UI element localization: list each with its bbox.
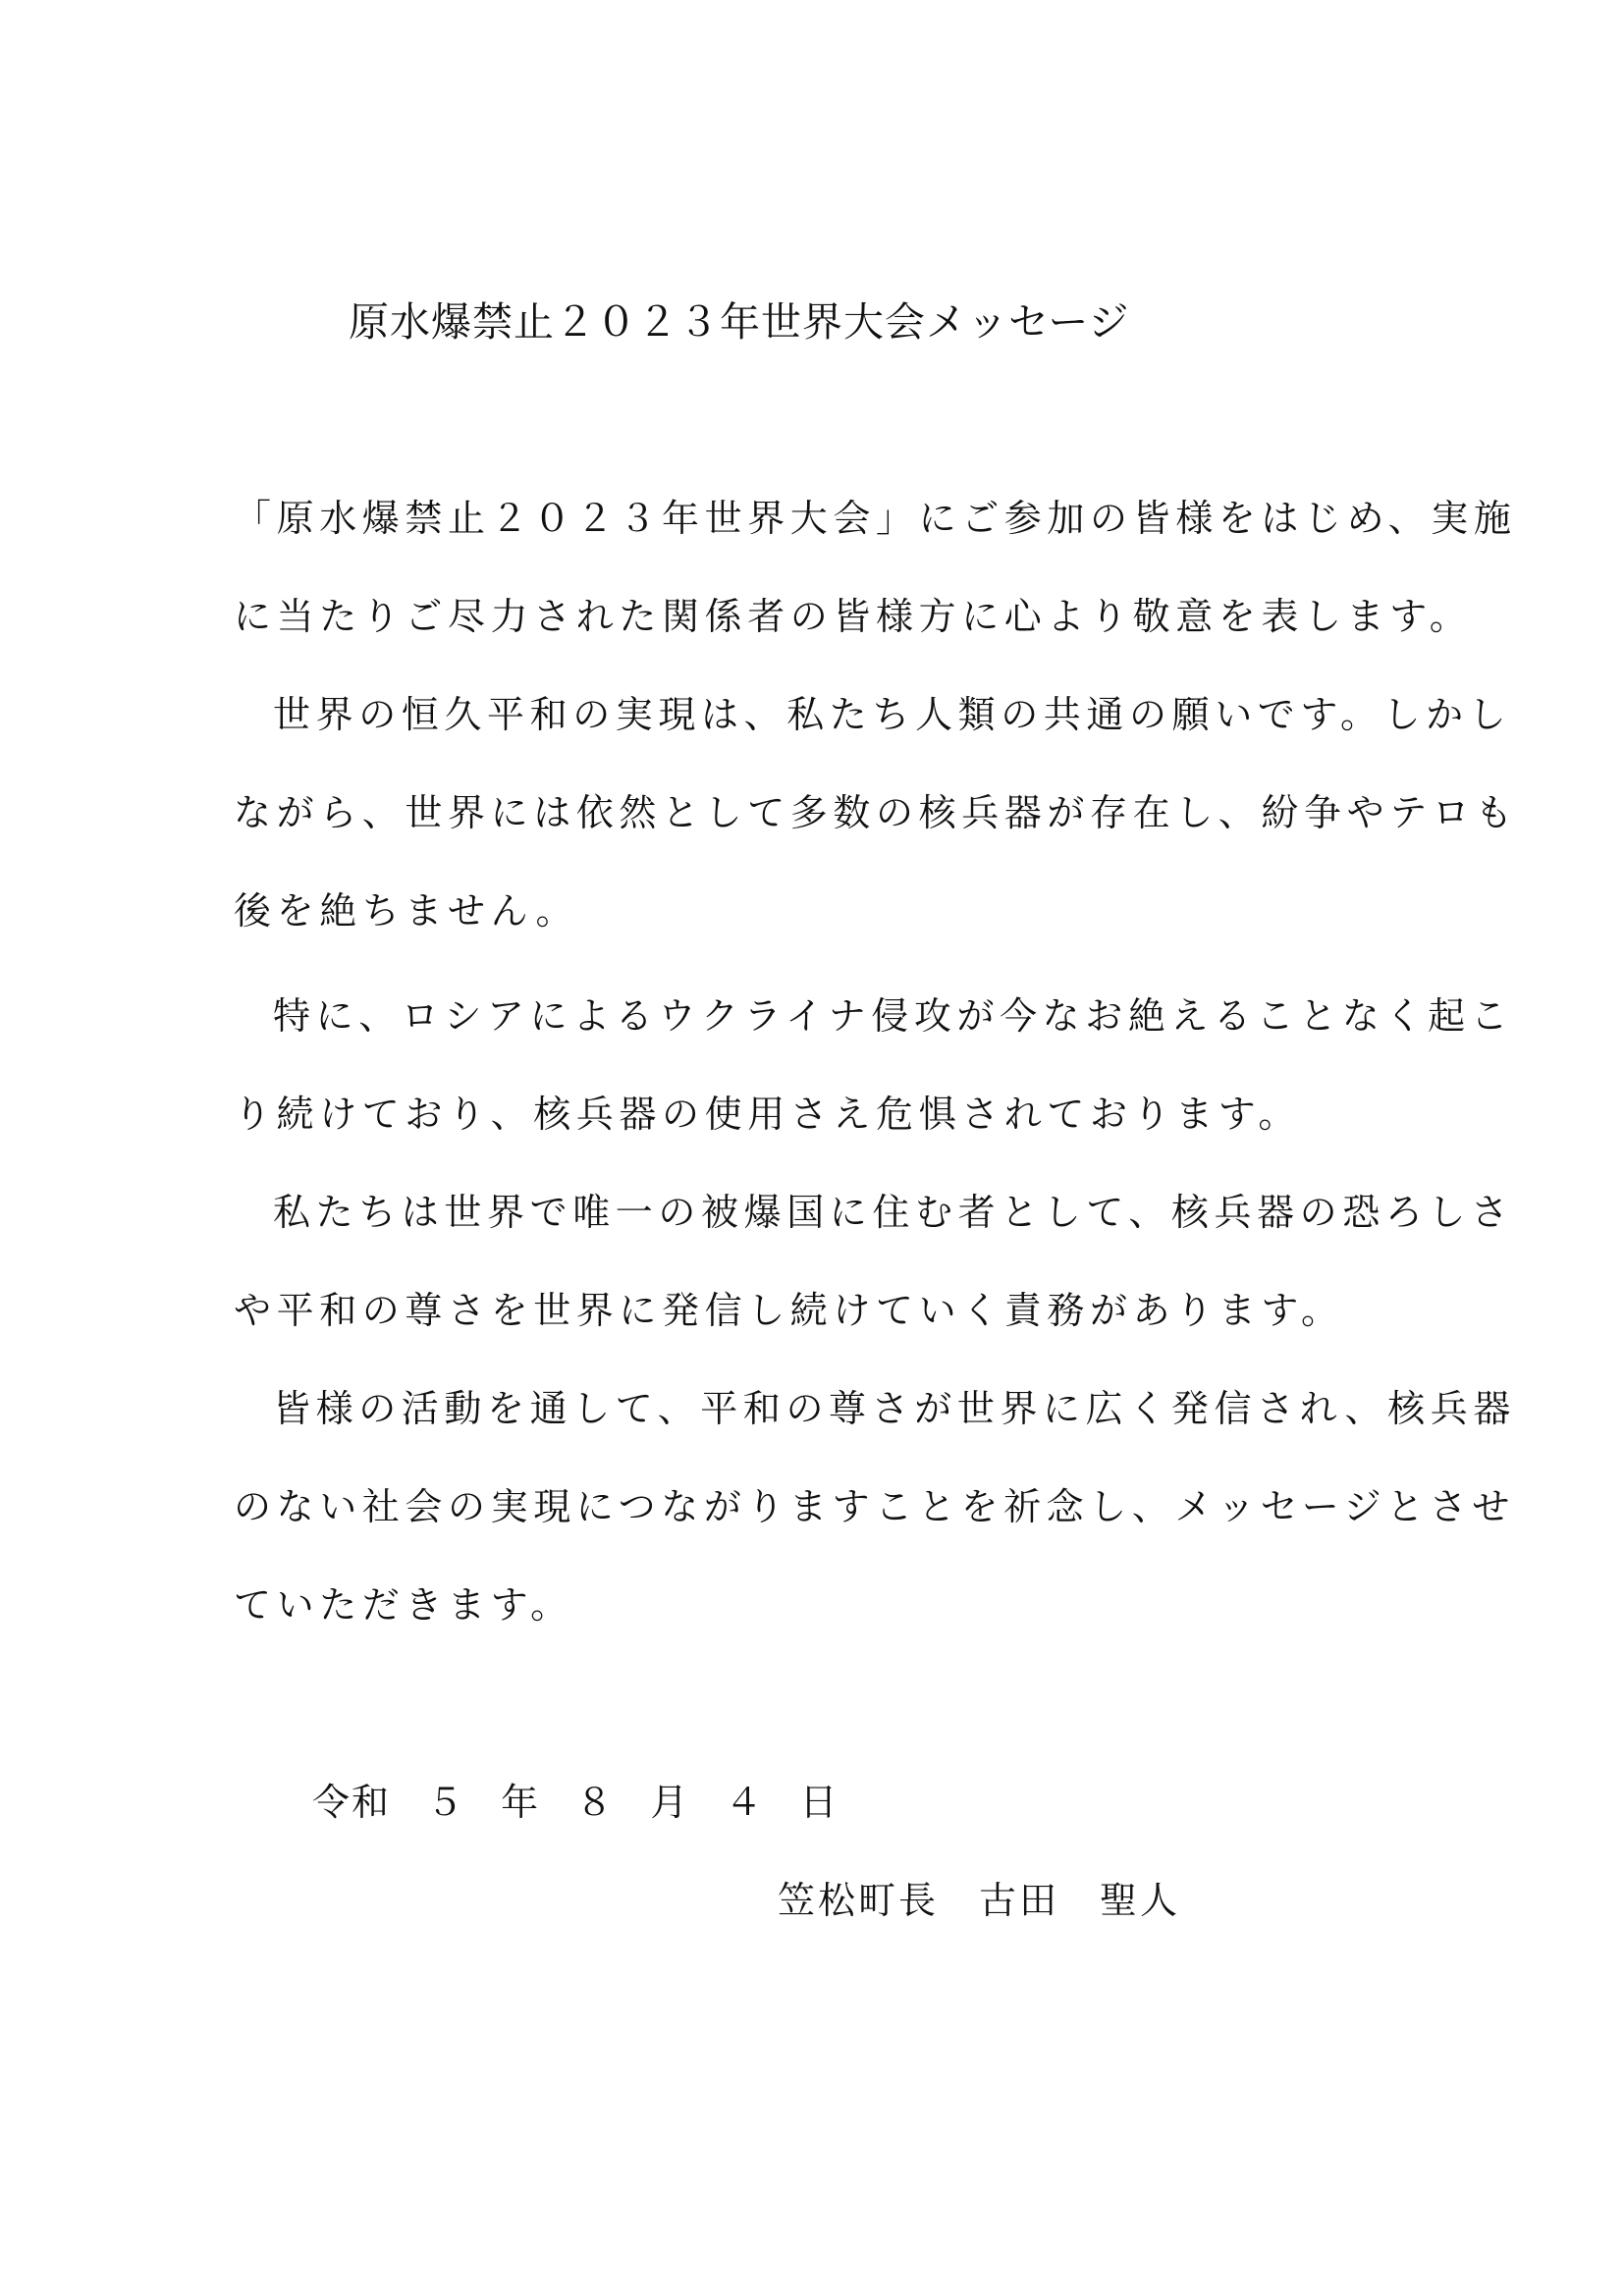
body-line: り続けており、核兵器の使用さえ危惧されております。 (234, 1093, 1301, 1136)
body-line: 世界の恒久平和の実現は、私たち人類の共通の願いです。しかし (273, 693, 1512, 736)
signature: 笠松町長 古田 聖人 (778, 1879, 1181, 1922)
body-line: 後を絶ちません。 (234, 889, 579, 933)
body-line: に当たりご尽力された関係者の皆様方に心より敬意を表します。 (234, 595, 1473, 638)
body-line: や平和の尊さを世界に発信し続けていく責務があります。 (234, 1289, 1344, 1332)
body-line: のない社会の実現につながりますことを祈念し、メッセージとさせ (234, 1485, 1515, 1528)
body-line: 皆様の活動を通して、平和の尊さが世界に広く発信され、核兵器 (273, 1387, 1516, 1430)
body-line: 私たちは世界で唯一の被爆国に住む者として、核兵器の恐ろしさ (273, 1191, 1514, 1234)
body-line: ていただきます。 (234, 1583, 573, 1627)
body-line: 「原水爆禁止２０２３年世界大会」にご参加の皆様をはじめ、実施 (234, 497, 1517, 540)
document-date: 令和 ５ 年 ８ 月 ４ 日 (312, 1781, 839, 1824)
document-title: 原水爆禁止２０２３年世界大会メッセージ (349, 298, 1130, 346)
body-line: 特に、ロシアによるウクライナ侵攻が今なお絶えることなく起こ (273, 994, 1514, 1038)
body-line: ながら、世界には依然として多数の核兵器が存在し、紛争やテロも (234, 791, 1519, 834)
